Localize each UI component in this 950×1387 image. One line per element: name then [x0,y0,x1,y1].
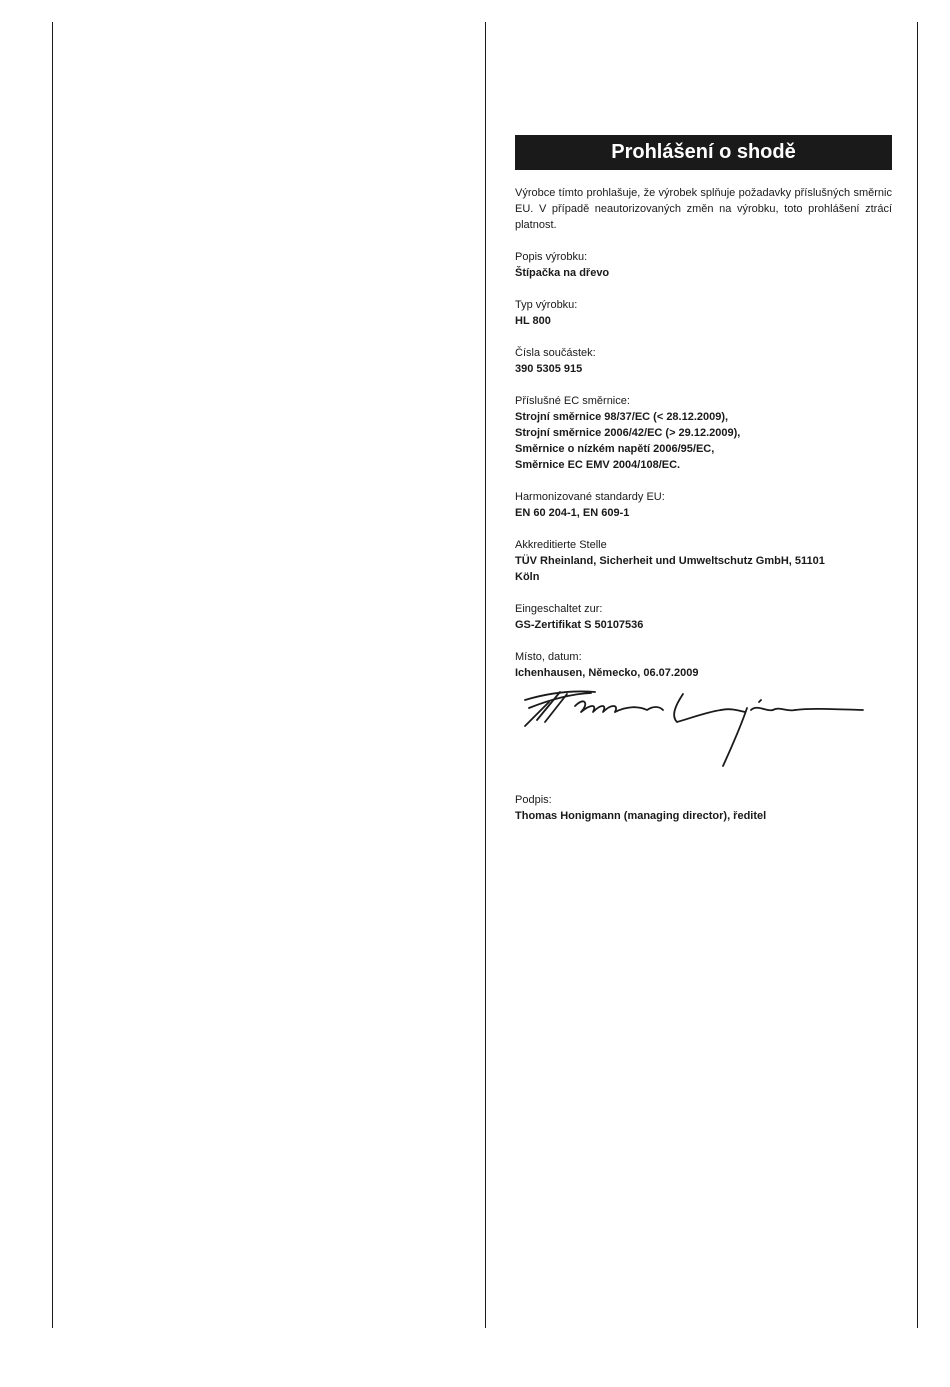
signatory-value: Thomas Honigmann (managing director), ředitel [515,810,767,822]
ec-directive-line: Strojní směrnice 98/37/EC (< 28.12.2009), [515,411,729,423]
product-description-label: Popis výrobku: [515,251,588,263]
accredited-body-line: Köln [515,571,540,583]
part-numbers-value: 390 5305 915 [515,363,583,375]
declaration-title: Prohlášení o shodě [515,135,892,170]
handwritten-signature [515,682,875,777]
product-type-section [515,297,892,329]
signatory-section [515,792,892,824]
registered-with-label: Eingeschaltet zur: [515,603,603,615]
ec-directive-line: Směrnice o nízkém napětí 2006/95/EC, [515,443,715,455]
product-description-section [515,249,892,281]
declaration-of-conformity [515,135,892,824]
declaration-intro: Výrobce tímto prohlašuje, že výrobek splňuje požadavky příslušných směrnic EU. V případě neautorizovaných změn na výrobku, toto prohlášení ztrácí platnost. [515,187,892,231]
accredited-body-label: Akkreditierte Stelle [515,539,607,551]
ec-directives-label: Příslušné EC směrnice: [515,395,630,407]
place-date-section [515,649,892,681]
accredited-body-section [515,537,892,585]
registered-with-section [515,601,892,633]
ec-directives-section [515,393,892,473]
harmonized-standards-value: EN 60 204-1, EN 609-1 [515,507,630,519]
place-date-label: Místo, datum: [515,651,582,663]
page-column-rule-middle [485,22,486,1328]
ec-directive-line: Směrnice EC EMV 2004/108/EC. [515,459,681,471]
registered-with-value: GS-Zertifikat S 50107536 [515,619,644,631]
accredited-body-line: TÜV Rheinland, Sicherheit und Umweltschutz GmbH, 51101 [515,555,825,567]
product-type-label: Typ výrobku: [515,299,578,311]
place-date-value: Ichenhausen, Německo, 06.07.2009 [515,667,699,679]
harmonized-standards-label: Harmonizované standardy EU: [515,491,665,503]
part-numbers-section [515,345,892,377]
page-column-rule-left [52,22,53,1328]
part-numbers-label: Čísla součástek: [515,347,596,359]
signatory-label: Podpis: [515,794,552,806]
harmonized-standards-section [515,489,892,521]
product-type-value: HL 800 [515,315,551,327]
product-description-value: Štípačka na dřevo [515,267,610,279]
page-column-rule-right [917,22,918,1328]
ec-directive-line: Strojní směrnice 2006/42/EC (> 29.12.2009), [515,427,741,439]
